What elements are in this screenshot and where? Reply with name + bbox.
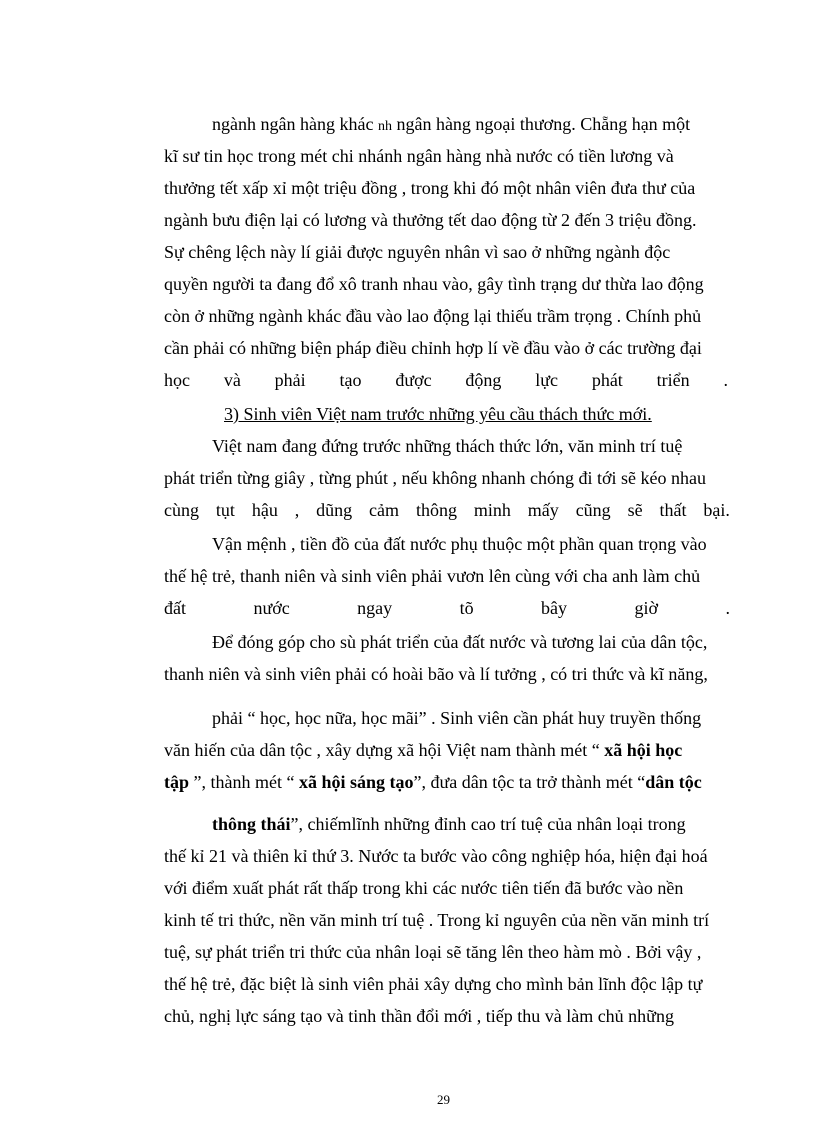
paragraph-line: thông thái”, chiếmlĩnh những đỉnh cao trí tuệ của nhân loại trong [212, 814, 686, 834]
paragraph-line: với điểm xuất phát rất thấp trong khi các nước tiên tiến đã bước vào nền [164, 878, 684, 898]
paragraph-line: thế hệ trẻ, thanh niên và sinh viên phải vươn lên cùng với cha anh làm chủ [164, 566, 701, 586]
paragraph-line: Sự chêng lệch này lí giải được nguyên nhân vì sao ở những ngành độc [164, 242, 671, 262]
paragraph-line: Việt nam đang đứng trước những thách thức lớn, văn minh trí tuệ [212, 436, 683, 456]
paragraph-line-justified: học và phải tạo được động lực phát triển . [164, 370, 728, 390]
paragraph-line: thưởng tết xấp xỉ một triệu đồng , trong khi đó một nhân viên đưa thư của [164, 178, 696, 198]
paragraph-line: kĩ sư tin học trong mét chi nhánh ngân hàng nhà nước có tiền lương và [164, 146, 674, 166]
paragraph-line: thanh niên và sinh viên phải có hoài bão và lí tưởng , có tri thức và kĩ năng, [164, 664, 708, 684]
section-heading: 3) Sinh viên Việt nam trước những yêu cầu thách thức mới. [224, 404, 652, 424]
paragraph-line: thế kỉ 21 và thiên kỉ thứ 3. Nước ta bước vào công nghiệp hóa, hiện đại hoá [164, 846, 708, 866]
paragraph-line: Để đóng góp cho sù phát triển của đất nước và tương lai của dân tộc, [212, 632, 708, 652]
paragraph-line: thế hệ trẻ, đặc biệt là sinh viên phải xây dựng cho mình bản lĩnh độc lập tự [164, 974, 703, 994]
paragraph-line: chủ, nghị lực sáng tạo và tinh thần đổi mới , tiếp thu và làm chủ những [164, 1006, 674, 1026]
page-number: 29 [437, 1092, 450, 1107]
paragraph-line-justified: đất nước ngay tõ bây giờ . [164, 598, 730, 618]
paragraph-line: ngành ngân hàng khác nh ngân hàng ngoại thương. Chẵng hạn một [212, 114, 691, 134]
paragraph-line: tuệ, sự phát triển tri thức của nhân loại sẽ tăng lên theo hàm mò . Bởi vậy , [164, 942, 702, 962]
paragraph-line: Vận mệnh , tiền đồ của đất nước phụ thuộc một phần quan trọng vào [212, 534, 707, 554]
paragraph-line: còn ở những ngành khác đầu vào lao động lại thiếu trầm trọng . Chính phủ [164, 306, 702, 326]
paragraph-line: kinh tế tri thức, nền văn minh trí tuệ . Trong kỉ nguyên của nền văn minh trí [164, 910, 710, 930]
paragraph-line: ngành bưu điện lại có lương và thưởng tết dao động từ 2 đến 3 triệu đồng. [164, 210, 697, 230]
paragraph-line: tập ”, thành mét “ xã hội sáng tạo”, đưa dân tộc ta trở thành mét “dân tộc [164, 772, 702, 792]
paragraph-line-justified: cùng tụt hậu , dũng cảm thông minh mấy cũng sẽ thất bại. [164, 500, 730, 520]
paragraph-line: quyền người ta đang đổ xô tranh nhau vào, gây tình trạng dư thừa lao động [164, 274, 704, 294]
paragraph-line: phát triển từng giây , từng phút , nếu không nhanh chóng đi tới sẽ kéo nhau [164, 468, 706, 488]
paragraph-line: cần phải có những biện pháp điều chỉnh hợp lí về đầu vào ở các trường đại [164, 338, 702, 358]
paragraph-line: phải “ học, học nữa, học mãi” . Sinh viên cần phát huy truyền thống [212, 708, 702, 728]
paragraph-line: văn hiến của dân tộc , xây dựng xã hội Việt nam thành mét “ xã hội học [164, 740, 683, 760]
